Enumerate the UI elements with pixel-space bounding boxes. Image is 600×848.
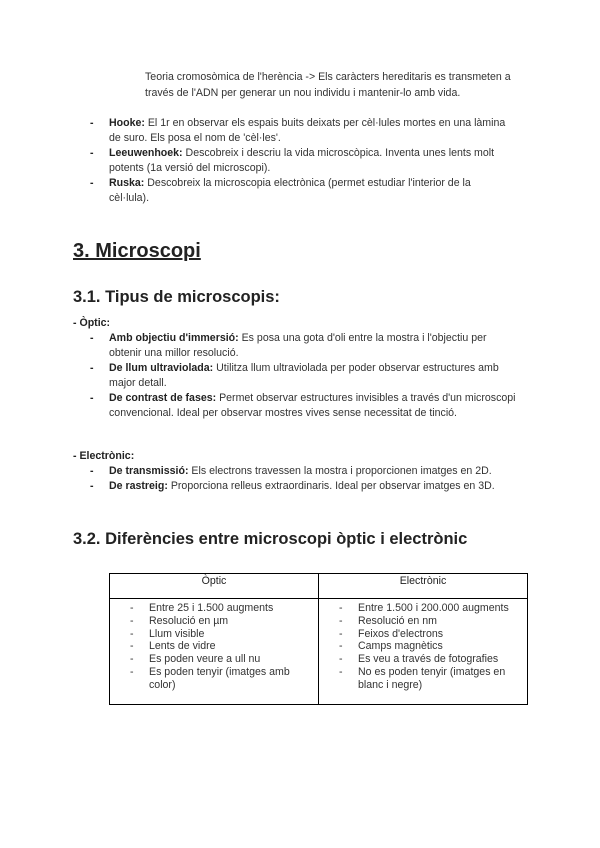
- list-text: Descobreix la microscopia electrònica (permet estudiar l'interior de la cèl·lula).: [109, 177, 471, 204]
- list-item: [130, 602, 310, 615]
- table-row: [110, 599, 528, 705]
- dash-bullet: -: [90, 177, 94, 189]
- optic-features-list: [130, 602, 310, 692]
- table-header-electronic: Electrònic: [319, 574, 528, 599]
- dash-bullet: -: [90, 332, 94, 344]
- list-text: Camps magnètics: [358, 640, 443, 653]
- list-text: Es posa una gota d'oli entre la mostra i l'objectiu per obtenir una millor resolució.: [109, 332, 487, 359]
- list-text: Descobreix i descriu la vida microscòpica. Inventa unes lents molt potents (1a versió del microscopi).: [109, 147, 495, 174]
- list-text: No es poden tenyir (imatges en blanc i negre): [358, 665, 506, 691]
- list-item: [339, 628, 519, 641]
- section-title: 3. Microscopi: [73, 240, 201, 262]
- dash-bullet: -: [339, 614, 343, 627]
- list-item: [90, 176, 510, 206]
- table-header-row: [110, 574, 528, 599]
- electronic-features-list: [339, 602, 519, 692]
- list-text: Es veu a través de fotografies: [358, 653, 499, 666]
- dash-bullet: -: [339, 627, 343, 640]
- list-text: Es poden tenyir (imatges amb color): [149, 665, 290, 691]
- list-text: Els electrons travessen la mostra i proporcionen imatges en 2D.: [188, 465, 492, 477]
- list-item: [130, 628, 310, 641]
- list-term: De rastreig:: [109, 480, 168, 492]
- dash-bullet: -: [90, 362, 94, 374]
- list-text: Es poden veure a ull nu: [149, 653, 261, 666]
- list-term: Amb objectiu d'immersió:: [109, 332, 239, 344]
- intro-paragraph: Teoria cromosòmica de l'herència -> Els caràcters hereditaris es transmeten a través de l'ADN per generar un nou individu i mantenir-lo amb vida.: [145, 71, 511, 99]
- table-header-optic: Òptic: [110, 574, 319, 599]
- dash-bullet: -: [339, 665, 343, 678]
- list-item: [90, 391, 520, 421]
- list-item: [130, 640, 310, 653]
- list-text: Entre 25 i 1.500 augments: [149, 602, 274, 614]
- list-item: [130, 615, 310, 628]
- list-item: [90, 361, 520, 391]
- list-text: Feixos d'electrons: [358, 627, 444, 640]
- list-item: [339, 615, 519, 628]
- dash-bullet: -: [130, 602, 134, 614]
- list-item: [339, 602, 519, 615]
- optic-list: [90, 331, 520, 421]
- list-item: [339, 666, 519, 692]
- list-text: Utilitza llum ultraviolada per poder observar estructures amb major detall.: [109, 362, 499, 389]
- optic-category-label: - Òptic:: [73, 317, 111, 329]
- dash-bullet: -: [90, 147, 94, 159]
- list-text: Resolució en nm: [358, 614, 437, 627]
- list-item: [130, 653, 310, 666]
- list-text: Proporciona relleus extraordinaris. Ideal per observar imatges en 3D.: [167, 480, 495, 492]
- dash-bullet: -: [130, 627, 134, 640]
- dash-bullet: -: [339, 640, 343, 653]
- list-term: De transmissió:: [109, 465, 189, 477]
- list-term: Ruska:: [109, 177, 145, 189]
- list-item: [90, 146, 510, 176]
- history-list: [90, 116, 510, 206]
- table-cell-electronic: [319, 599, 528, 705]
- comparison-table: [109, 573, 528, 705]
- list-item: [90, 464, 530, 479]
- list-term: Leeuwenhoek:: [109, 147, 183, 159]
- dash-bullet: -: [90, 480, 94, 492]
- dash-bullet: -: [130, 665, 134, 678]
- dash-bullet: -: [90, 392, 94, 404]
- dash-bullet: -: [130, 614, 134, 627]
- list-term: De llum ultraviolada:: [109, 362, 214, 374]
- electronic-list: [90, 464, 530, 494]
- list-text: Permet observar estructures invisibles a través d'un microscopi convencional. Ideal per observar mostres vives sense necessitat de tinció.: [109, 392, 516, 419]
- dash-bullet: -: [339, 653, 343, 666]
- electronic-category-label: - Electrònic:: [73, 450, 135, 462]
- list-text: Lents de vidre: [149, 640, 216, 653]
- dash-bullet: -: [339, 602, 343, 614]
- list-item: [90, 116, 510, 146]
- dash-bullet: -: [130, 640, 134, 653]
- list-term: Hooke:: [109, 117, 145, 129]
- subsection-title-differences: 3.2. Diferències entre microscopi òptic i electrònic: [73, 530, 468, 548]
- dash-bullet: -: [90, 117, 94, 129]
- list-item: [90, 331, 520, 361]
- list-text: Resolució en µm: [149, 614, 229, 627]
- subsection-title-types: 3.1. Tipus de microscopis:: [73, 288, 280, 306]
- list-item: [130, 666, 310, 692]
- list-item: [90, 479, 530, 494]
- dash-bullet: -: [130, 653, 134, 666]
- dash-bullet: -: [90, 465, 94, 477]
- list-item: [339, 640, 519, 653]
- list-term: De contrast de fases:: [109, 392, 217, 404]
- list-item: [339, 653, 519, 666]
- list-text: Entre 1.500 i 200.000 augments: [358, 602, 509, 614]
- table-cell-optic: [110, 599, 319, 705]
- list-text: El 1r en observar els espais buits deixats per cèl·lules mortes en una làmina de suro. Els posa el nom de 'cèl·les'.: [109, 117, 506, 144]
- list-text: Llum visible: [149, 627, 205, 640]
